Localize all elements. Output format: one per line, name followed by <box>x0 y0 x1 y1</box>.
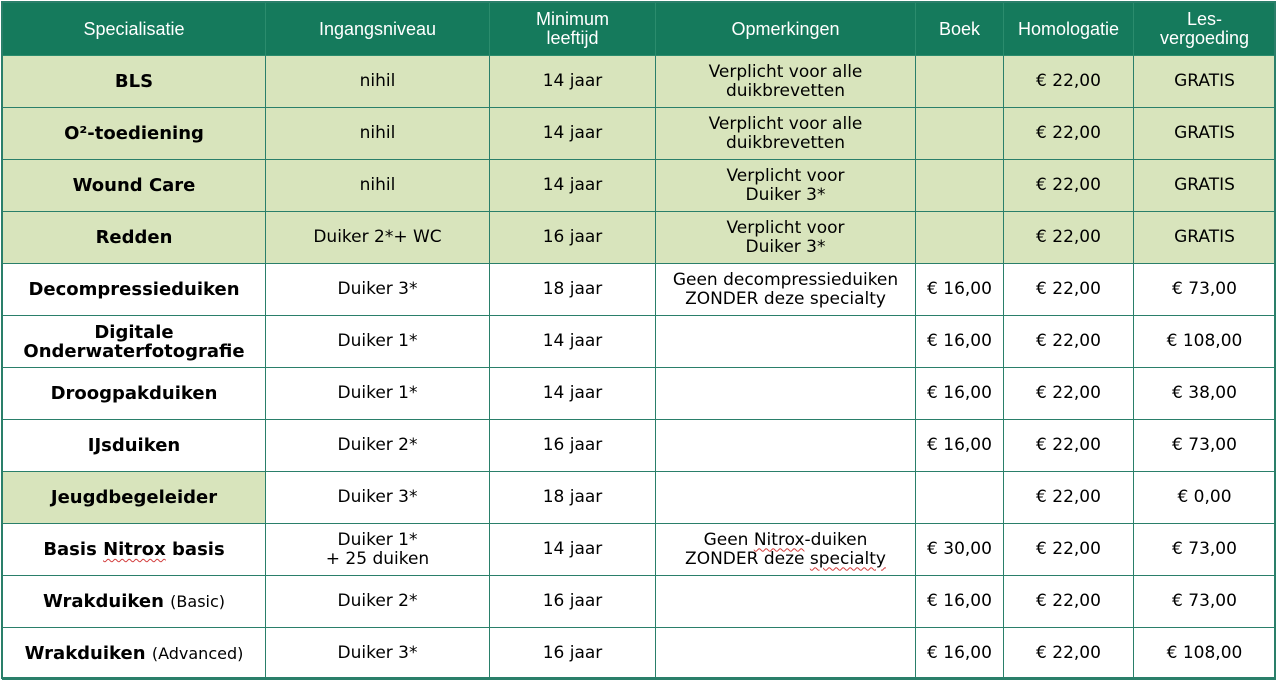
cell-leeftijd: 18 jaar <box>490 264 656 316</box>
col-header-lesvergoeding <box>1134 3 1276 56</box>
cell-boek <box>916 472 1004 524</box>
table-row <box>3 368 1276 420</box>
name-line: Onderwaterfotografie <box>23 340 245 362</box>
col-header-leeftijd <box>490 3 656 56</box>
remark-line: Verplicht voor <box>726 217 845 238</box>
cell-lesvergoeding: € 108,00 <box>1134 316 1276 368</box>
col-header-specialisatie: Specialisatie <box>3 3 266 56</box>
remark-line: Duiker 3* <box>745 184 826 205</box>
cell-lesvergoeding: € 108,00 <box>1134 628 1276 680</box>
name-main: Wrakduiken <box>42 591 164 612</box>
cell-leeftijd: 14 jaar <box>490 160 656 212</box>
cell-ingangsniveau: nihil <box>266 56 490 108</box>
cell-boek <box>916 56 1004 108</box>
header-line: Les- <box>1186 9 1222 29</box>
cell-leeftijd: 18 jaar <box>490 472 656 524</box>
col-header-ingangsniveau: Ingangsniveau <box>266 3 490 56</box>
cell-boek <box>916 212 1004 264</box>
cell-ingangsniveau: Duiker 3* <box>266 628 490 680</box>
remark-line: ZONDER deze specialty <box>685 288 886 309</box>
table-row <box>3 420 1276 472</box>
col-header-homologatie: Homologatie <box>1004 3 1134 56</box>
cell-ingangsniveau: Duiker 1* <box>266 368 490 420</box>
name-line: Digitale <box>94 321 174 343</box>
cell-opmerkingen <box>656 212 916 264</box>
cell-opmerkingen <box>656 576 916 628</box>
remark-line: Duiker 3* <box>745 236 826 257</box>
cell-specialisatie <box>3 628 266 680</box>
cell-boek: € 16,00 <box>916 316 1004 368</box>
cell-homologatie: € 22,00 <box>1004 108 1134 160</box>
cell-specialisatie <box>3 316 266 368</box>
remark-line: Verplicht voor <box>726 165 845 186</box>
cell-specialisatie <box>3 576 266 628</box>
cell-homologatie: € 22,00 <box>1004 160 1134 212</box>
cell-specialisatie: Decompressieduiken <box>3 264 266 316</box>
table-row <box>3 316 1276 368</box>
cell-lesvergoeding: GRATIS <box>1134 108 1276 160</box>
cell-leeftijd: 16 jaar <box>490 212 656 264</box>
table-row <box>3 264 1276 316</box>
cell-ingangsniveau: nihil <box>266 160 490 212</box>
cell-homologatie: € 22,00 <box>1004 628 1134 680</box>
cell-leeftijd: 14 jaar <box>490 316 656 368</box>
cell-opmerkingen <box>656 368 916 420</box>
cell-homologatie: € 22,00 <box>1004 472 1134 524</box>
cell-homologatie: € 22,00 <box>1004 212 1134 264</box>
cell-boek: € 16,00 <box>916 420 1004 472</box>
cell-opmerkingen <box>656 108 916 160</box>
remark-part: specialty <box>809 548 886 569</box>
cell-homologatie: € 22,00 <box>1004 316 1134 368</box>
cell-lesvergoeding: € 0,00 <box>1134 472 1276 524</box>
cell-lesvergoeding: GRATIS <box>1134 212 1276 264</box>
name-suffix: (Basic) <box>170 592 226 611</box>
remark-line: Geen decompressieduiken <box>672 269 899 290</box>
cell-opmerkingen <box>656 472 916 524</box>
name-suffix: (Advanced) <box>151 644 244 663</box>
cell-opmerkingen <box>656 316 916 368</box>
cell-specialisatie <box>3 524 266 576</box>
cell-ingangsniveau: Duiker 1* <box>266 316 490 368</box>
cell-ingangsniveau: Duiker 3* <box>266 472 490 524</box>
header-line: vergoeding <box>1159 28 1250 48</box>
cell-specialisatie: Redden <box>3 212 266 264</box>
cell-boek: € 16,00 <box>916 628 1004 680</box>
cell-lesvergoeding: € 73,00 <box>1134 524 1276 576</box>
col-header-boek: Boek <box>916 3 1004 56</box>
cell-ingangsniveau: Duiker 2* <box>266 576 490 628</box>
cell-leeftijd: 14 jaar <box>490 368 656 420</box>
table-row <box>3 212 1276 264</box>
cell-specialisatie: BLS <box>3 56 266 108</box>
level-line: + 25 duiken <box>325 548 430 569</box>
cell-leeftijd: 14 jaar <box>490 524 656 576</box>
cell-lesvergoeding: GRATIS <box>1134 160 1276 212</box>
header-row <box>3 3 1276 56</box>
cell-specialisatie: O²-toediening <box>3 108 266 160</box>
table-row <box>3 628 1276 680</box>
cell-leeftijd: 16 jaar <box>490 576 656 628</box>
remark-part: -duiken <box>804 529 868 550</box>
table-row <box>3 160 1276 212</box>
cell-homologatie: € 22,00 <box>1004 524 1134 576</box>
header-line: leeftijd <box>546 28 599 48</box>
table-row <box>3 56 1276 108</box>
cell-boek: € 16,00 <box>916 368 1004 420</box>
cell-opmerkingen <box>656 524 916 576</box>
cell-ingangsniveau: Duiker 2*+ WC <box>266 212 490 264</box>
cell-specialisatie: Wound Care <box>3 160 266 212</box>
remark-line: duikbrevetten <box>725 132 846 153</box>
remark-part: Nitrox <box>753 529 805 550</box>
cell-lesvergoeding: € 73,00 <box>1134 264 1276 316</box>
cell-leeftijd: 16 jaar <box>490 420 656 472</box>
cell-boek: € 16,00 <box>916 264 1004 316</box>
cell-specialisatie: IJsduiken <box>3 420 266 472</box>
name-part: Nitrox <box>103 539 166 560</box>
table-row <box>3 576 1276 628</box>
remark-line: Verplicht voor alle <box>708 61 863 82</box>
cell-opmerkingen <box>656 420 916 472</box>
cell-homologatie: € 22,00 <box>1004 56 1134 108</box>
cell-boek: € 16,00 <box>916 576 1004 628</box>
cell-leeftijd: 14 jaar <box>490 108 656 160</box>
level-line: Duiker 1* <box>337 529 418 550</box>
cell-opmerkingen <box>656 56 916 108</box>
cell-ingangsniveau: nihil <box>266 108 490 160</box>
cell-lesvergoeding: GRATIS <box>1134 56 1276 108</box>
cell-lesvergoeding: € 73,00 <box>1134 576 1276 628</box>
cell-specialisatie: Jeugdbegeleider <box>3 472 266 524</box>
cell-opmerkingen <box>656 264 916 316</box>
cell-leeftijd: 14 jaar <box>490 56 656 108</box>
remark-part: ZONDER deze <box>685 548 805 569</box>
name-main: Wrakduiken <box>24 643 146 664</box>
specialisaties-table <box>2 2 1276 680</box>
cell-lesvergoeding: € 73,00 <box>1134 420 1276 472</box>
table-row <box>3 524 1276 576</box>
table-wrapper <box>2 2 1275 678</box>
cell-homologatie: € 22,00 <box>1004 576 1134 628</box>
remark-part: Geen <box>703 529 749 550</box>
cell-boek <box>916 108 1004 160</box>
cell-opmerkingen <box>656 160 916 212</box>
header-line: Minimum <box>535 9 609 29</box>
cell-specialisatie: Droogpakduiken <box>3 368 266 420</box>
cell-ingangsniveau: Duiker 2* <box>266 420 490 472</box>
name-part: Basis <box>43 539 97 560</box>
table-row <box>3 108 1276 160</box>
cell-boek: € 30,00 <box>916 524 1004 576</box>
cell-ingangsniveau <box>266 524 490 576</box>
cell-homologatie: € 22,00 <box>1004 264 1134 316</box>
cell-leeftijd: 16 jaar <box>490 628 656 680</box>
cell-opmerkingen <box>656 628 916 680</box>
table-row <box>3 472 1276 524</box>
cell-homologatie: € 22,00 <box>1004 368 1134 420</box>
remark-line: Verplicht voor alle <box>708 113 863 134</box>
name-part: basis <box>172 539 225 560</box>
cell-homologatie: € 22,00 <box>1004 420 1134 472</box>
cell-lesvergoeding: € 38,00 <box>1134 368 1276 420</box>
cell-boek <box>916 160 1004 212</box>
cell-ingangsniveau: Duiker 3* <box>266 264 490 316</box>
col-header-opmerkingen: Opmerkingen <box>656 3 916 56</box>
remark-line: duikbrevetten <box>725 80 846 101</box>
